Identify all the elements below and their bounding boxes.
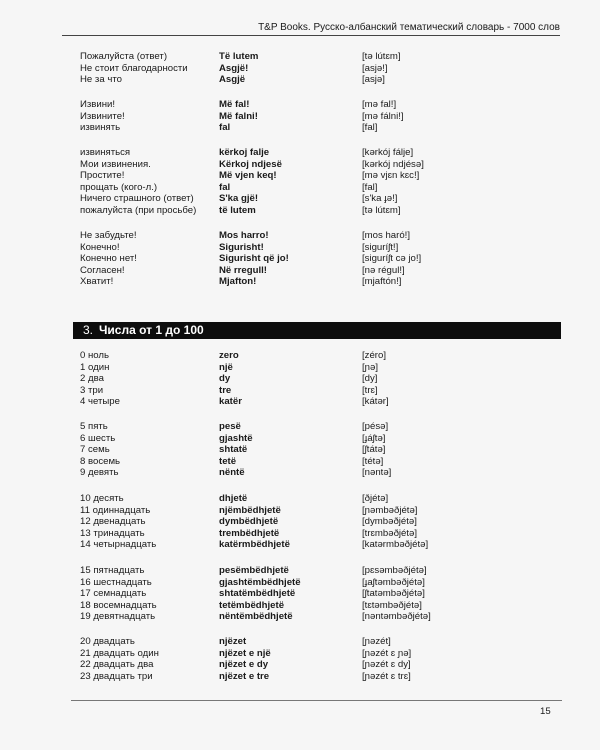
transcription: [mos haró!] (362, 230, 410, 241)
transcription: [katərmbəðjétə] (362, 539, 429, 551)
vocab-row (80, 671, 500, 683)
vocab-row (80, 467, 500, 479)
russian-term: 6 шесть (80, 432, 116, 444)
transcription: [fal] (362, 181, 378, 193)
russian-term: 13 тринадцать (80, 527, 145, 539)
transcription: [pésə] (362, 421, 389, 432)
transcription: [mjaftón!] (362, 276, 402, 288)
russian-term: 9 девять (80, 467, 119, 479)
vocab-row (80, 385, 500, 397)
russian-term: извинять (80, 122, 121, 134)
albanian-term: tetëmbëdhjetë (219, 599, 285, 611)
number-group (80, 636, 500, 682)
albanian-term: njëzet e një (219, 647, 271, 659)
transcription: [tétə] (362, 455, 384, 467)
albanian-term: njëzet (219, 636, 247, 647)
russian-term: Хватит! (80, 276, 114, 288)
albanian-term: dymbëdhjetë (219, 516, 279, 528)
albanian-term: pesë (219, 421, 241, 432)
number-group (80, 350, 500, 408)
number-group (80, 493, 500, 551)
vocab-row (80, 516, 500, 528)
russian-term: Согласен! (80, 264, 125, 276)
vocab-row (80, 444, 500, 456)
transcription: [ʃtátə] (362, 444, 386, 456)
russian-term: 14 четырнадцать (80, 539, 157, 551)
vocab-row (80, 565, 500, 577)
vocab-row (80, 421, 500, 433)
transcription: [ɲəzét] (362, 636, 391, 647)
albanian-term: Të lutem (219, 51, 259, 62)
vocab-row (80, 539, 500, 551)
russian-term: 5 пять (80, 421, 108, 432)
albanian-term: dy (219, 373, 231, 385)
albanian-term: Mos harro! (219, 230, 269, 241)
transcription: [tɛtəmbəðjétə] (362, 599, 422, 611)
albanian-term: S'ka gjë! (219, 193, 259, 205)
transcription: [ɟaʃtəmbəðjétə] (362, 576, 425, 588)
vocab-row (80, 362, 500, 374)
vocab-row (80, 577, 500, 589)
russian-term: 0 ноль (80, 350, 110, 361)
header-title: T&P Books. Русско-албанский тематический словарь - 7000 слов (258, 22, 560, 33)
russian-term: 10 десять (80, 493, 124, 504)
albanian-term: tetë (219, 455, 237, 467)
vocab-row (80, 276, 500, 288)
albanian-term: shtatëmbëdhjetë (219, 588, 296, 600)
russian-term: 2 два (80, 373, 104, 385)
vocab-row (80, 111, 500, 123)
russian-term: 20 двадцать (80, 636, 135, 647)
vocab-row (80, 659, 500, 671)
transcription: [siguríʃt cə jo!] (362, 253, 422, 265)
vocab-row (80, 611, 500, 623)
russian-term: пожалуйста (при просьбе) (80, 204, 197, 216)
transcription: [nəntə] (362, 467, 392, 479)
russian-term: 22 двадцать два (80, 659, 154, 671)
vocab-row (80, 493, 500, 505)
vocab-row (80, 230, 500, 242)
albanian-term: të lutem (219, 204, 256, 216)
albanian-term: Më falni! (219, 110, 258, 122)
vocab-row (80, 456, 500, 468)
transcription: [siguríʃt!] (362, 241, 399, 253)
vocab-row (80, 433, 500, 445)
albanian-term: nëntë (219, 467, 245, 479)
transcription: [nəntəmbəðjétə] (362, 611, 431, 623)
phrase-group (80, 99, 500, 134)
russian-term: 15 пятнадцать (80, 565, 145, 576)
section-heading (73, 322, 561, 339)
albanian-term: Në rregull! (219, 264, 267, 276)
albanian-term: zero (219, 350, 239, 361)
russian-term: Пожалуйста (ответ) (80, 51, 168, 62)
transcription: [ɲəzét ɛ dy] (362, 659, 411, 671)
footer-divider (71, 700, 562, 701)
phrase-group (80, 147, 500, 217)
russian-term: 4 четыре (80, 396, 120, 408)
russian-term: 23 двадцать три (80, 670, 153, 682)
russian-term: Конечно нет! (80, 253, 137, 265)
russian-term: Конечно! (80, 241, 120, 253)
transcription: [ðjétə] (362, 493, 389, 504)
russian-term: 21 двадцать один (80, 647, 159, 659)
russian-term: 19 девятнадцать (80, 611, 156, 623)
albanian-term: Më fal! (219, 99, 250, 110)
transcription: [ɲəzét ɛ ɲə] (362, 647, 412, 659)
russian-term: извиняться (80, 147, 131, 158)
russian-term: прощать (кого-л.) (80, 181, 158, 193)
transcription: [kərkój ndjésə] (362, 158, 424, 170)
transcription: [trɛ] (362, 384, 378, 396)
russian-term: 17 семнадцать (80, 588, 147, 600)
transcription: [ʃtatəmbəðjétə] (362, 588, 425, 600)
vocab-row (80, 600, 500, 612)
albanian-term: Më vjen keq! (219, 170, 277, 182)
russian-term: 3 три (80, 384, 104, 396)
albanian-term: tre (219, 384, 232, 396)
albanian-term: njëzet e dy (219, 659, 269, 671)
russian-term: 16 шестнадцать (80, 576, 152, 588)
vocab-row (80, 99, 500, 111)
albanian-term: Asgjë! (219, 62, 249, 74)
vocab-row (80, 159, 500, 171)
albanian-term: fal (219, 122, 231, 134)
transcription: [pɛsəmbəðjétə] (362, 565, 427, 576)
transcription: [zéro] (362, 350, 386, 361)
number-group (80, 565, 500, 623)
albanian-term: Asgjë (219, 74, 246, 86)
vocab-row (80, 205, 500, 217)
vocab-row (80, 588, 500, 600)
vocab-row (80, 51, 500, 63)
albanian-term: katër (219, 396, 242, 408)
russian-term: Простите! (80, 170, 125, 182)
russian-term: 12 двенадцать (80, 516, 146, 528)
vocab-row (80, 636, 500, 648)
transcription: [ɟáʃtə] (362, 432, 386, 444)
transcription: [nə régul!] (362, 264, 405, 276)
albanian-term: kërkoj falje (219, 147, 270, 158)
russian-term: 18 восемнадцать (80, 599, 157, 611)
albanian-term: dhjetë (219, 493, 248, 504)
russian-term: Ничего страшного (ответ) (80, 193, 194, 205)
section-title: Числа от 1 до 100 (99, 323, 204, 337)
transcription: [asjə] (362, 74, 385, 86)
transcription: [ɲə] (362, 361, 379, 373)
transcription: [s'ka ɟə!] (362, 193, 398, 205)
russian-term: Не забудьте! (80, 230, 137, 241)
running-header (62, 22, 560, 36)
transcription: [kərkój fálje] (362, 147, 414, 158)
transcription: [ɲəzét ɛ trɛ] (362, 670, 411, 682)
albanian-term: shtatë (219, 444, 248, 456)
vocab-row (80, 122, 500, 134)
russian-term: 8 восемь (80, 455, 121, 467)
transcription: [mə fal!] (362, 99, 397, 110)
vocab-row (80, 63, 500, 75)
russian-term: Не стоит благодарности (80, 62, 188, 74)
phrase-group (80, 51, 500, 86)
vocab-row (80, 396, 500, 408)
albanian-term: njëmbëdhjetë (219, 504, 281, 516)
albanian-term: Sigurisht që jo! (219, 253, 289, 265)
transcription: [fal] (362, 122, 378, 134)
page-number: 15 (540, 706, 551, 717)
vocab-row (80, 170, 500, 182)
russian-term: Не за что (80, 74, 122, 86)
russian-term: Мои извинения. (80, 158, 151, 170)
vocab-row (80, 265, 500, 277)
albanian-term: pesëmbëdhjetë (219, 565, 289, 576)
vocab-row (80, 147, 500, 159)
albanian-term: një (219, 361, 233, 373)
albanian-term: njëzet e tre (219, 670, 270, 682)
number-group (80, 421, 500, 479)
transcription: [mə fálni!] (362, 110, 404, 122)
russian-term: 1 один (80, 361, 110, 373)
vocab-row (80, 74, 500, 86)
transcription: [asjə!] (362, 62, 388, 74)
transcription: [ɲəmbəðjétə] (362, 504, 418, 516)
transcription: [dymbəðjétə] (362, 516, 417, 528)
vocab-row (80, 505, 500, 517)
section-number: 3. (83, 323, 94, 337)
transcription: [tə lútɛm] (362, 204, 401, 216)
vocab-row (80, 373, 500, 385)
russian-term: 11 одиннадцать (80, 504, 151, 516)
albanian-term: katërmbëdhjetë (219, 539, 290, 551)
vocab-row (80, 182, 500, 194)
albanian-term: Kërkoj ndjesë (219, 158, 282, 170)
transcription: [tə lútɛm] (362, 51, 401, 62)
albanian-term: Sigurisht! (219, 241, 264, 253)
russian-term: Извините! (80, 110, 125, 122)
vocab-row (80, 253, 500, 265)
transcription: [mə vjɛn kɛc!] (362, 170, 420, 182)
vocab-row (80, 350, 500, 362)
phrase-group (80, 230, 500, 288)
vocab-row (80, 193, 500, 205)
albanian-term: gjashtë (219, 432, 253, 444)
albanian-term: gjashtëmbëdhjetë (219, 576, 301, 588)
transcription: [kátər] (362, 396, 389, 408)
albanian-term: Mjafton! (219, 276, 257, 288)
albanian-term: trembëdhjetë (219, 527, 280, 539)
albanian-term: nëntëmbëdhjetë (219, 611, 293, 623)
russian-term: Извини! (80, 99, 116, 110)
transcription: [trɛmbəðjétə] (362, 527, 418, 539)
vocab-row (80, 242, 500, 254)
albanian-term: fal (219, 181, 231, 193)
transcription: [dy] (362, 373, 378, 385)
vocab-row (80, 648, 500, 660)
vocab-row (80, 528, 500, 540)
russian-term: 7 семь (80, 444, 110, 456)
